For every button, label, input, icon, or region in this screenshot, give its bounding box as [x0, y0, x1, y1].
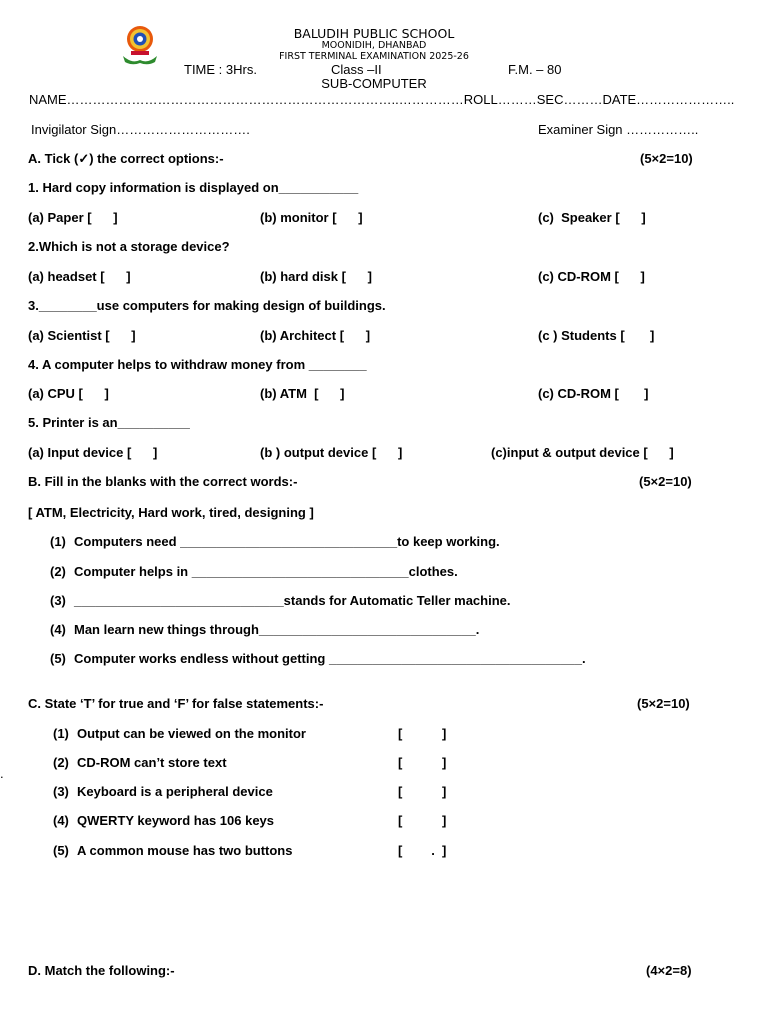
- section-c-title: C. State ‘T’ for true and ‘F’ for false statements:-: [28, 696, 324, 711]
- exam-time: TIME : 3Hrs.: [184, 62, 257, 77]
- section-c-marks: (5×2=10): [637, 696, 690, 711]
- tf-item-number: (3): [53, 784, 69, 799]
- question-4: 4. A computer helps to withdraw money from ________: [28, 357, 367, 372]
- question-5: 5. Printer is an__________: [28, 415, 190, 430]
- exam-class: Class –II: [331, 62, 382, 77]
- invigilator-sign: Invigilator Sign………………………….: [31, 122, 250, 137]
- q5-option-c: (c)input & output device [ ]: [491, 445, 674, 460]
- full-marks: F.M. – 80: [508, 62, 562, 77]
- fill-item-text: Computer helps in ______________________________clothes.: [74, 564, 458, 579]
- fill-item-text: _____________________________stands for Automatic Teller machine.: [74, 593, 511, 608]
- tf-item-number: (1): [53, 726, 69, 741]
- q4-option-c: (c) CD-ROM [ ]: [538, 386, 649, 401]
- tf-item-number: (4): [53, 813, 69, 828]
- tf-item-text: Keyboard is a peripheral device: [77, 784, 273, 799]
- tf-item-text: A common mouse has two buttons: [77, 843, 293, 858]
- q2-option-c: (c) CD-ROM [ ]: [538, 269, 645, 284]
- q3-option-a: (a) Scientist [ ]: [28, 328, 136, 343]
- school-place: MOONIDIH, DHANBAD: [321, 40, 427, 51]
- q3-option-c: (c ) Students [ ]: [538, 328, 655, 343]
- q1-option-b: (b) monitor [ ]: [260, 210, 363, 225]
- tf-item-text: Output can be viewed on the monitor: [77, 726, 306, 741]
- tf-item-number: (5): [53, 843, 69, 858]
- section-a-title: A. Tick (✓) the correct options:-: [28, 151, 224, 166]
- section-d-title: D. Match the following:-: [28, 963, 175, 978]
- question-1: 1. Hard copy information is displayed on___________: [28, 180, 359, 195]
- tf-item-number: (2): [53, 755, 69, 770]
- fill-item-number: (3): [50, 593, 66, 608]
- word-bank: [ ATM, Electricity, Hard work, tired, designing ]: [28, 505, 314, 520]
- tf-item-text: QWERTY keyword has 106 keys: [77, 813, 275, 828]
- tf-answer-box: [ . ]: [398, 843, 447, 858]
- subject: SUB-COMPUTER: [321, 76, 427, 91]
- fill-item-number: (5): [50, 651, 66, 666]
- section-d-marks: (4×2=8): [646, 963, 692, 978]
- tf-answer-box: [ ]: [398, 755, 447, 770]
- q2-option-b: (b) hard disk [ ]: [260, 269, 372, 284]
- fill-item-number: (1): [50, 534, 66, 549]
- section-b-title: B. Fill in the blanks with the correct words:-: [28, 474, 298, 489]
- question-2: 2.Which is not a storage device?: [28, 239, 230, 254]
- tf-answer-box: [ ]: [398, 726, 447, 741]
- name-roll-line: NAME…………………………………………………………………..……………ROLL………SEC………DATE…………………..: [29, 92, 735, 107]
- fill-item-number: (2): [50, 564, 66, 579]
- q5-option-a: (a) Input device [ ]: [28, 445, 158, 460]
- q1-option-c: (c) Speaker [ ]: [538, 210, 646, 225]
- fill-item-text: Computer works endless without getting ___________________________________.: [74, 651, 586, 666]
- q4-option-a: (a) CPU [ ]: [28, 386, 109, 401]
- fill-item-text: Man learn new things through______________________________.: [74, 622, 480, 637]
- question-3: 3.________use computers for making design of buildings.: [28, 298, 386, 313]
- q1-option-a: (a) Paper [ ]: [28, 210, 118, 225]
- section-b-marks: (5×2=10): [639, 474, 692, 489]
- q3-option-b: (b) Architect [ ]: [260, 328, 371, 343]
- fill-item-number: (4): [50, 622, 66, 637]
- section-a-marks: (5×2=10): [640, 151, 693, 166]
- stray-mark: .: [0, 766, 4, 781]
- q5-option-b: (b ) output device [ ]: [260, 445, 403, 460]
- tf-item-text: CD-ROM can’t store text: [77, 755, 227, 770]
- tf-answer-box: [ ]: [398, 784, 447, 799]
- school-name: BALUDIH PUBLIC SCHOOL: [293, 26, 455, 41]
- examiner-sign: Examiner Sign ……………..: [538, 122, 699, 137]
- q2-option-a: (a) headset [ ]: [28, 269, 131, 284]
- q4-option-b: (b) ATM [ ]: [260, 386, 345, 401]
- tf-answer-box: [ ]: [398, 813, 447, 828]
- exam-title: FIRST TERMINAL EXAMINATION 2025-26: [279, 51, 469, 62]
- fill-item-text: Computers need ______________________________to keep working.: [74, 534, 500, 549]
